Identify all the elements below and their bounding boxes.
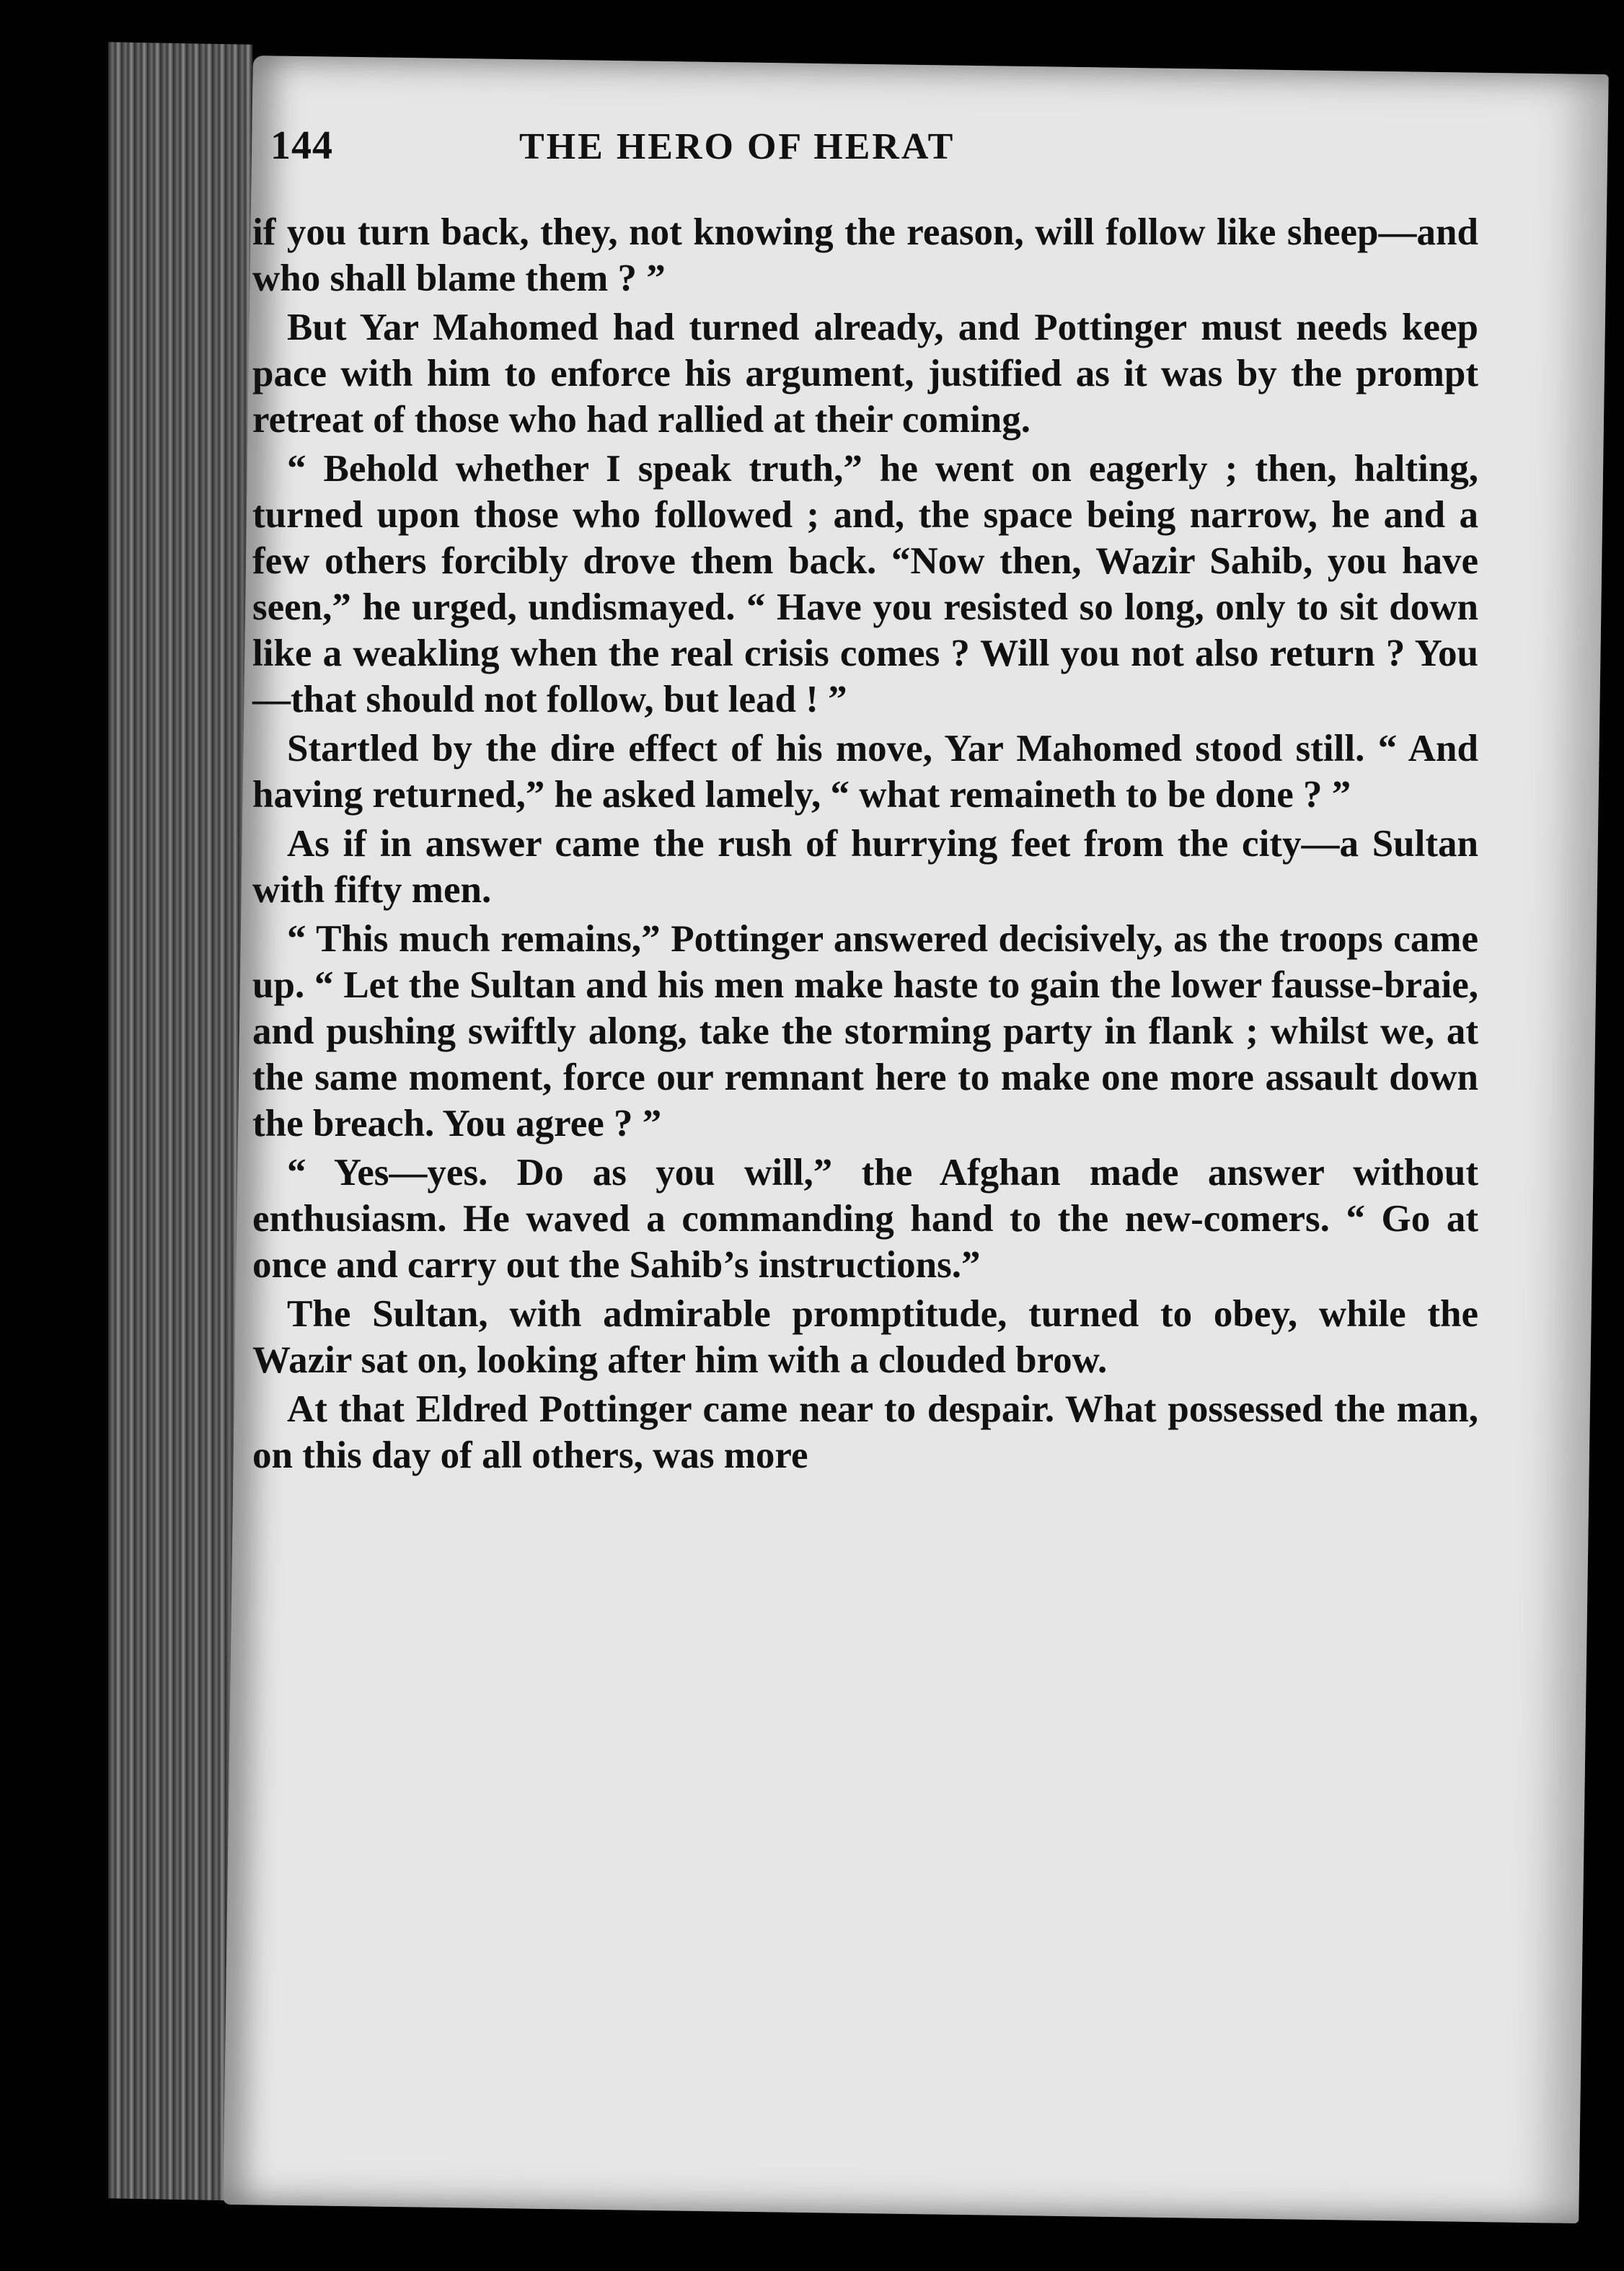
running-head: THE HERO OF HERAT <box>519 126 956 167</box>
paragraph: “ Behold whether I speak truth,” he went on eagerly ; then, halting, turned upon those who followed ; and, the space being narrow, he and a few others forcibly drove them back. “Now then, Wazir Sahib, you have seen,” he urged, undismayed. “ Have you resisted so long, only to sit down like a weakling when the real crisis comes ? Will you not also return ? You—that should not follow, but lead ! ” <box>252 448 1478 720</box>
paragraph: Startled by the dire effect of his move, Yar Mahomed stood still. “ And having returned,” he asked lamely, “ what remaineth to be done ? ” <box>252 728 1478 816</box>
paragraph: The Sultan, with admirable promptitude, turned to obey, while the Wazir sat on, looking after him with a clouded brow. <box>252 1293 1478 1381</box>
paragraph: “ This much remains,” Pottinger answered decisively, as the troops came up. “ Let the Sultan and his men make haste to gain the lower fausse-braie, and pushing swiftly along, take the storming party in flank ; whilst we, at the same moment, force our remnant here to make one more assault down the breach. You agree ? ” <box>252 918 1478 1145</box>
paragraph: “ Yes—yes. Do as you will,” the Afghan made answer without enthusiasm. He waved a commanding hand to the new-comers. “ Go at once and carry out the Sahib’s instructions.” <box>252 1152 1478 1286</box>
paragraph: As if in answer came the rush of hurrying feet from the city—a Sultan with fifty men. <box>252 823 1478 911</box>
body-text <box>252 209 1478 1481</box>
page-header <box>270 123 1280 195</box>
page-number: 144 <box>270 123 333 168</box>
paragraph: if you turn back, they, not knowing the reason, will follow like sheep—and who shall blame them ? ” <box>252 211 1478 299</box>
paragraph: At that Eldred Pottinger came near to despair. What possessed the man, on this day of all others, was more <box>252 1388 1478 1476</box>
paragraph: But Yar Mahomed had turned already, and Pottinger must needs keep pace with him to enforce his argument, justified as it was by the prompt retreat of those who had rallied at their coming. <box>252 307 1478 441</box>
